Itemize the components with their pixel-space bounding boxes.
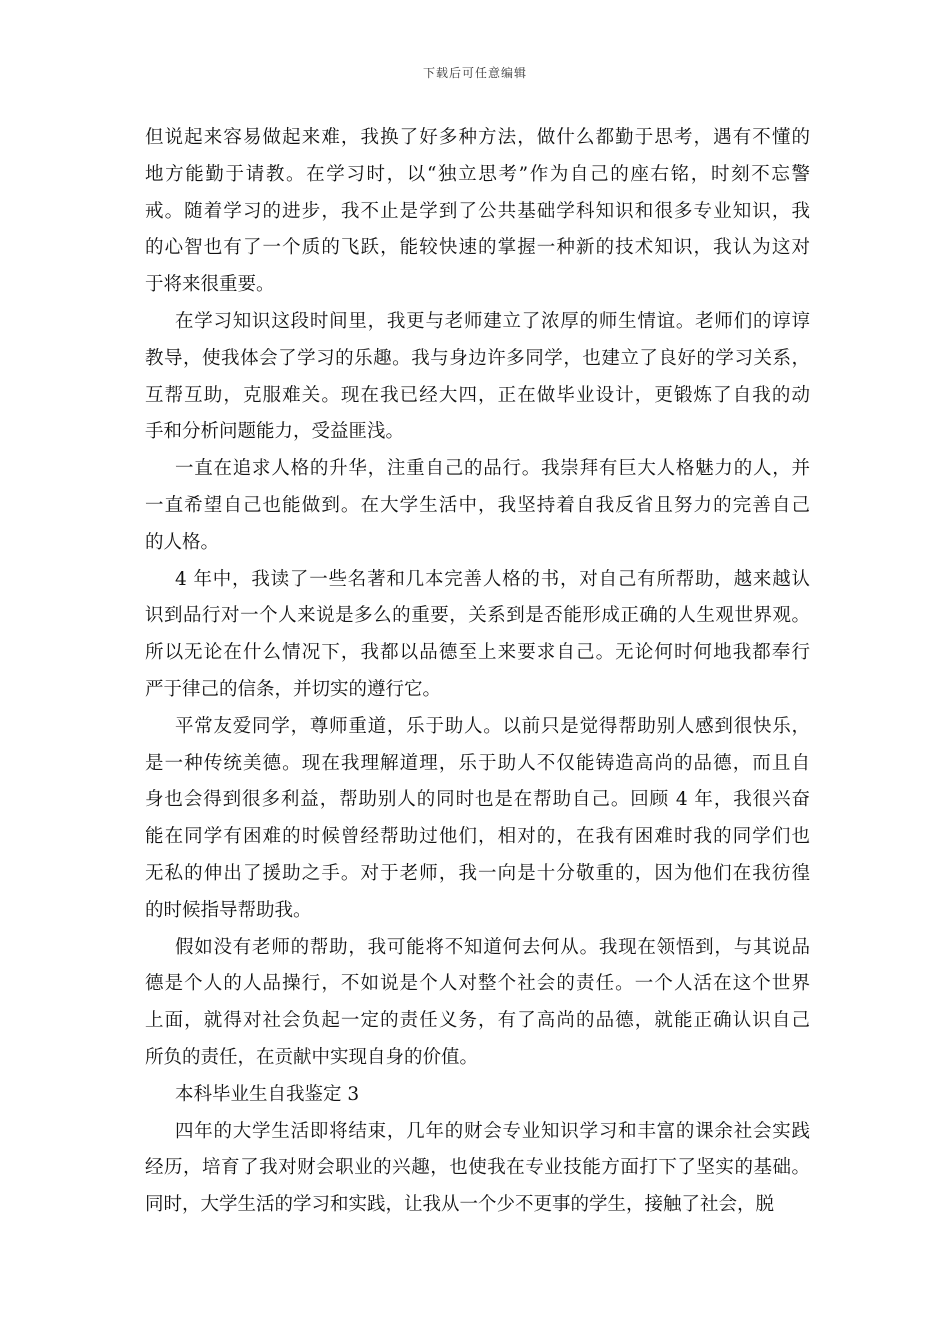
paragraph-line: 所负的责任，在贡献中实现自身的价值。	[145, 1046, 479, 1068]
paragraph-line: 是一种传统美德。现在我理解道理，乐于助人不仅能铸造高尚的品德，而且自	[145, 752, 810, 774]
paragraph-line: 能在同学有困难的时候曾经帮助过他们，相对的，在我有困难时我的同学们也	[145, 826, 810, 848]
paragraph-line: 一直在追求人格的升华，注重自己的品行。我崇拜有巨大人格魅力的人，并	[175, 458, 810, 480]
paragraph-line: 在学习知识这段时间里，我更与老师建立了浓厚的师生情谊。老师们的谆谆	[175, 310, 810, 332]
paragraph-line: 平常友爱同学，尊师重道，乐于助人。以前只是觉得帮助别人感到很快乐，	[175, 715, 810, 737]
paragraph-line: 四年的大学生活即将结束，几年的财会专业知识学习和丰富的课余社会实践	[175, 1120, 810, 1142]
paragraph-line: 经历，培育了我对财会职业的兴趣，也使我在专业技能方面打下了坚实的基础。	[145, 1157, 810, 1179]
paragraph-line: 上面，就得对社会负起一定的责任义务，有了高尚的品德，就能正确认识自己	[145, 1010, 810, 1032]
paragraph-line: 同时，大学生活的学习和实践，让我从一个少不更事的学生，接触了社会，脱	[145, 1194, 775, 1216]
paragraph-line: 于将来很重要。	[145, 274, 275, 296]
paragraph-line: 识到品行对一个人来说是多么的重要，关系到是否能形成正确的人生观世界观。	[145, 605, 810, 627]
paragraph-line: 无私的伸出了援助之手。对于老师，我一向是十分敬重的，因为他们在我彷徨	[145, 862, 810, 884]
paragraph	[145, 1114, 810, 1224]
paragraph-line: 戒。随着学习的进步，我不止是学到了公共基础学科知识和很多专业知识，我	[145, 200, 810, 222]
paragraph	[145, 709, 810, 930]
paragraph	[145, 1077, 810, 1114]
paragraph	[145, 562, 810, 709]
paragraph-line: 身也会得到很多利益，帮助别人的同时也是在帮助自己。回顾 4 年，我很兴奋	[145, 789, 810, 811]
paragraph-line: 一直希望自己也能做到。在大学生活中，我坚持着自我反省且努力的完善自己	[145, 494, 810, 516]
paragraph-line: 本科毕业生自我鉴定 3	[175, 1083, 360, 1105]
paragraph-line: 4 年中，我读了一些名著和几本完善人格的书，对自己有所帮助，越来越认	[175, 568, 810, 590]
paragraph-line: 手和分析问题能力，受益匪浅。	[145, 421, 405, 443]
paragraph-line: 教导，使我体会了学习的乐趣。我与身边许多同学，也建立了良好的学习关系，	[145, 347, 810, 369]
paragraph-line: 假如没有老师的帮助，我可能将不知道何去何从。我现在领悟到，与其说品	[175, 936, 810, 958]
page-header: 下载后可任意编辑	[422, 66, 527, 80]
paragraph	[145, 451, 810, 561]
document-body	[145, 120, 810, 1224]
paragraph	[145, 120, 810, 304]
paragraph-line: 德是个人的人品操行，不如说是个人对整个社会的责任。一个人活在这个世界	[145, 973, 810, 995]
paragraph	[145, 304, 810, 451]
paragraph-line: 地方能勤于请教。在学习时，以“独立思考”作为自己的座右铭，时刻不忘警	[145, 163, 810, 185]
paragraph-line: 但说起来容易做起来难，我换了好多种方法，做什么都勤于思考，遇有不懂的	[145, 127, 810, 148]
paragraph-line: 互帮互助，克服难关。现在我已经大四，正在做毕业设计，更锻炼了自我的动	[145, 384, 810, 406]
paragraph-line: 的心智也有了一个质的飞跃，能较快速的掌握一种新的技术知识，我认为这对	[145, 237, 810, 259]
paragraph	[145, 930, 810, 1077]
paragraph-line: 的人格。	[145, 531, 220, 553]
paragraph-line: 严于律己的信条，并切实的遵行它。	[145, 678, 442, 700]
paragraph-line: 所以无论在什么情况下，我都以品德至上来要求自己。无论何时何地我都奉行	[145, 642, 810, 664]
paragraph-line: 的时候指导帮助我。	[145, 899, 312, 921]
